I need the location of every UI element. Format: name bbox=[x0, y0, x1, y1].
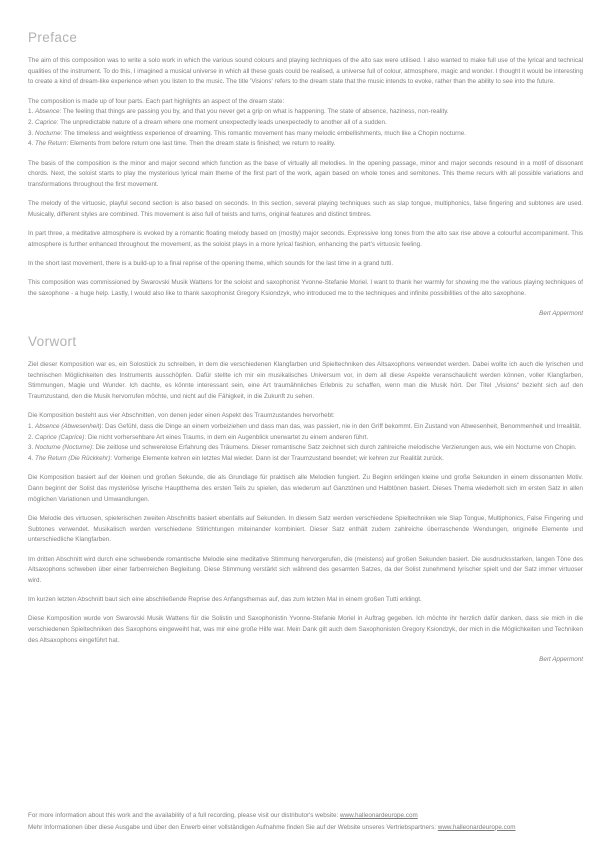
list-item-nocturne bbox=[28, 443, 583, 454]
movement-description: : The timeless and weightless experience of dreaming. This romantic movement has many melodic embellishments, much like a Chopin nocturne. bbox=[60, 129, 466, 137]
list-item-absence bbox=[28, 422, 583, 433]
list-item-number: 3. bbox=[28, 129, 36, 137]
vorwort-paragraph-basis: Die Komposition basiert auf der kleinen und großen Sekunde, die als Grundlage für praktisch alle Melodien fungiert. Zu Beginn erklingen kleine und große Sekunden in einem dissonanten Motiv. Dann beginnt der Solist das mysteriöse lyrische Hauptthema des ersten Teils zu spielen, das wiederum auf Ganztönen und Halbtönen basiert. Dieses Thema wiederholt sich im ersten Satz in allen möglichen Variationen und Umwandlungen. bbox=[28, 474, 583, 503]
movement-name: The Return (Die Rückkehr) bbox=[35, 455, 111, 463]
movement-name: Absence bbox=[35, 108, 60, 116]
preface-paragraph-basis: The basis of the composition is the minor and major second which function as the base of virtually all melodies. In the opening passage, minor and major seconds resound in a motif of dissonant chords. Next, the soloist starts to play the mysterious lyrical main theme of the first part of the work, again based on whole tones and semitones. This theme recurs with all possible variations and transformations throughout the first movement. bbox=[28, 159, 583, 189]
preface-dream-state-list bbox=[28, 97, 583, 151]
movement-name: Nocturne (Nocturne) bbox=[35, 444, 93, 452]
list-item-absence bbox=[28, 107, 583, 118]
distributor-footer bbox=[28, 810, 583, 833]
preface-paragraph-aim: The aim of this composition was to write a solo work in which the various sound colours and playing techniques of the alto sax were utilised. I also wanted to make full use of the lyrical and technical qualities of the instrument. To do this, I imagined a musical universe in which all these goals could be realised, a universe full of colour, atmosphere, magic and wonder. I thought it would be interesting to create a kind of dream-like experience when you listen to the music. The title 'Visions' refers to the dream state that the music intends to evoke, rather than the ability to see into the future. bbox=[28, 57, 583, 86]
movement-description: : Vorherige Elemente kehren ein letztes Mal wieder. Dann ist der Traumzustand beendet; wir kehren zur Realität zurück. bbox=[110, 455, 444, 463]
vorwort-heading: Vorwort bbox=[28, 334, 77, 349]
list-intro: Die Komposition besteht aus vier Abschnitten, von denen jeder einen Aspekt des Traumzustandes hervorhebt: bbox=[28, 412, 335, 420]
movement-name: Nocturne bbox=[35, 129, 61, 137]
list-item-number: 1. bbox=[28, 423, 36, 431]
movement-description: : Die zeitlose und schwerelose Erfahrung des Träumens. Dieser romantische Satz zeichnet sich durch zahlreiche melodische Verzierungen aus, wie ein Nocturne von Chopin. bbox=[92, 444, 577, 452]
footer-line-de bbox=[28, 822, 583, 834]
vorwort-paragraph-letzter-abschnitt: Im kurzen letzten Abschnitt baut sich eine abschließende Reprise des Anfangsthemas auf, das zum letzten Mal in einem großen Tutti erklingt. bbox=[28, 596, 422, 604]
list-item-number: 2. bbox=[28, 119, 36, 127]
preface-paragraph-part-three: In part three, a meditative atmosphere is evoked by a romantic floating melody based on (mostly) major seconds. Expressive long tones from the alto sax rise above a colourful accompaniment. This atmosphere is further enhanced throughout the movement, as the soloist plays in a more lyrical fashion, enhancing the part's virtuosic feeling. bbox=[28, 230, 583, 248]
list-item-number: 2. bbox=[28, 433, 36, 441]
footer-line-en bbox=[28, 810, 583, 822]
preface-paragraph-melody: The melody of the virtuosic, playful second section is also based on seconds. In this section, several playing techniques such as slap tongue, multiphonics, false fingering and subtones are used. Musically, different styles are combined. This movement is also full of twists and turns, original features and distinct timbres. bbox=[28, 200, 583, 218]
vorwort-paragraph-auftrag: Diese Komposition wurde von Swarovski Musik Wattens für die Solistin und Saxophonistin Yvonne-Stefanie Moriel in Auftrag gegeben. Ich möchte ihr herzlich dafür danken, dass sie mich in die verschiedenen Spieltechniken des Saxophons eingeweiht hat, was mir eine große Hilfe war. Mein Dank gilt auch dem Saxophonisten Gregory Ksiondzyk, der mich in die Möglichkeiten und Techniken des Altsaxophons eingeführt hat. bbox=[28, 615, 583, 644]
section-vorwort bbox=[28, 334, 583, 666]
list-item-the-return bbox=[28, 454, 583, 465]
list-item-caprice bbox=[28, 118, 583, 129]
distributor-link-de[interactable]: www.halleonardeurope.com bbox=[437, 823, 516, 831]
list-item-nocturne bbox=[28, 129, 583, 140]
movement-description: : Elements from before return one last time. Then the dream state is finished; we return to reality. bbox=[66, 140, 336, 148]
vorwort-paragraph-ziel: Ziel dieser Komposition war es, ein Solostück zu schreiben, in dem die verschiedenen Klangfarben und Spieltechniken des Altsaxophons verwendet werden. Dabei wollte ich auch die lyrischen und technischen Möglichkeiten des Instruments ausschöpfen. Dafür stellte ich mir ein musikalisches Universum vor, in dem all diese Aspekte veranschaulicht werden können, voller Klangfarben, Stimmungen, Magie und Wunder. Ich dachte, es könnte interessant sein, eine Art traumähnliches Erlebnis zu schaffen, wenn man die Musik hört. Der Titel „Visions“ bezieht sich auf den Traumzustand, den die Musik hervorrufen möchte, und nicht auf die Fähigkeit, in die Zukunft zu sehen. bbox=[28, 361, 583, 401]
section-preface bbox=[28, 30, 583, 319]
preface-paragraph-commission: This composition was commissioned by Swarovski Musik Wattens for the soloist and saxophonist Yvonne-Stefanie Moriel. I want to thank her warmly for showing me the various playing techniques of the saxophone - a huge help. Lastly, I would also like to thank saxophonist Gregory Ksiondzyk, who introduced me to the techniques and infinite possibilities of the alto saxophone. bbox=[28, 279, 583, 297]
footer-text-de: Mehr Informationen über diese Ausgabe und über den Erwerb einer vollständigen Aufnahme finden Sie auf der Website unseres Vertriebspartners: bbox=[28, 823, 438, 831]
movement-name: Caprice (Caprice) bbox=[35, 433, 85, 441]
list-item-number: 1. bbox=[28, 108, 36, 116]
vorwort-paragraph-melodie: Die Melodie des virtuosen, spielerischen zweiten Abschnitts basiert ebenfalls auf Sekunden. In diesem Satz werden verschiedene Spieltechniken wie Slap Tongue, Multiphonics, False Fingering und Subtones verwendet. Musikalisch werden verschiedene Stilrichtungen miteinander kombiniert. Dieser Satz enthält zudem zahlreiche überraschende Wendungen, originelle Elemente und unterschiedliche Klangfarben. bbox=[28, 514, 583, 544]
list-item-caprice bbox=[28, 433, 583, 444]
movement-name: The Return bbox=[35, 140, 67, 148]
list-item-the-return bbox=[28, 139, 583, 150]
preface-paragraph-last-movement: In the short last movement, there is a build-up to a final reprise of the opening theme, which sounds for the last time in a grand tutti. bbox=[28, 260, 394, 268]
author-signature: Bert Appermont bbox=[539, 656, 583, 664]
movement-description: : Das Gefühl, dass die Dinge an einem vorbeiziehen und dass man das, was passiert, nie in den Griff bekommt. Ein Zustand von Abwesenheit, Benommenheit und Irrealität. bbox=[101, 423, 582, 431]
vorwort-paragraph-dritter-abschnitt: Im dritten Abschnitt wird durch eine schwebende romantische Melodie eine meditative Stimmung hervorgerufen, die (meistens) auf großen Sekunden basiert. Die ausdrucksstarken, langen Töne des Altsaxophons schweben über einer farbenreichen Begleitung. Diese Stimmung verstärkt sich während des gesamten Satzes, da der Solist zunehmend lyrischer spielt und der Satz immer virtuoser wird. bbox=[28, 555, 583, 584]
list-item-number: 3. bbox=[28, 444, 36, 452]
list-item-number: 4. bbox=[28, 140, 36, 148]
vorwort-dream-state-list bbox=[28, 411, 583, 465]
movement-name: Absence (Abwesenheit) bbox=[35, 423, 102, 431]
list-item-number: 4. bbox=[28, 455, 36, 463]
footer-text-en: For more information about this work and the availability of a full recording, please visit our distributor's website: bbox=[28, 812, 340, 819]
author-signature: Bert Appermont bbox=[539, 309, 583, 317]
preface-heading: Preface bbox=[28, 30, 78, 45]
list-intro: The composition is made up of four parts. Each part highlights an aspect of the dream state: bbox=[28, 97, 285, 105]
movement-description: : The feeling that things are passing you by, and that you never get a grip on what is happening. The state of absence, haziness, non-reality. bbox=[59, 108, 449, 116]
movement-name: Caprice bbox=[35, 119, 57, 127]
movement-description: : Die nicht vorhersehbare Art eines Traums, in dem ein Augenblick unerwartet zu einem anderen führt. bbox=[84, 433, 369, 441]
movement-description: : The unpredictable nature of a dream where one moment unexpectedly leads unexpectedly to another all of a sudden. bbox=[56, 119, 387, 127]
distributor-link-en[interactable]: www.halleonardeurope.com bbox=[340, 812, 418, 819]
